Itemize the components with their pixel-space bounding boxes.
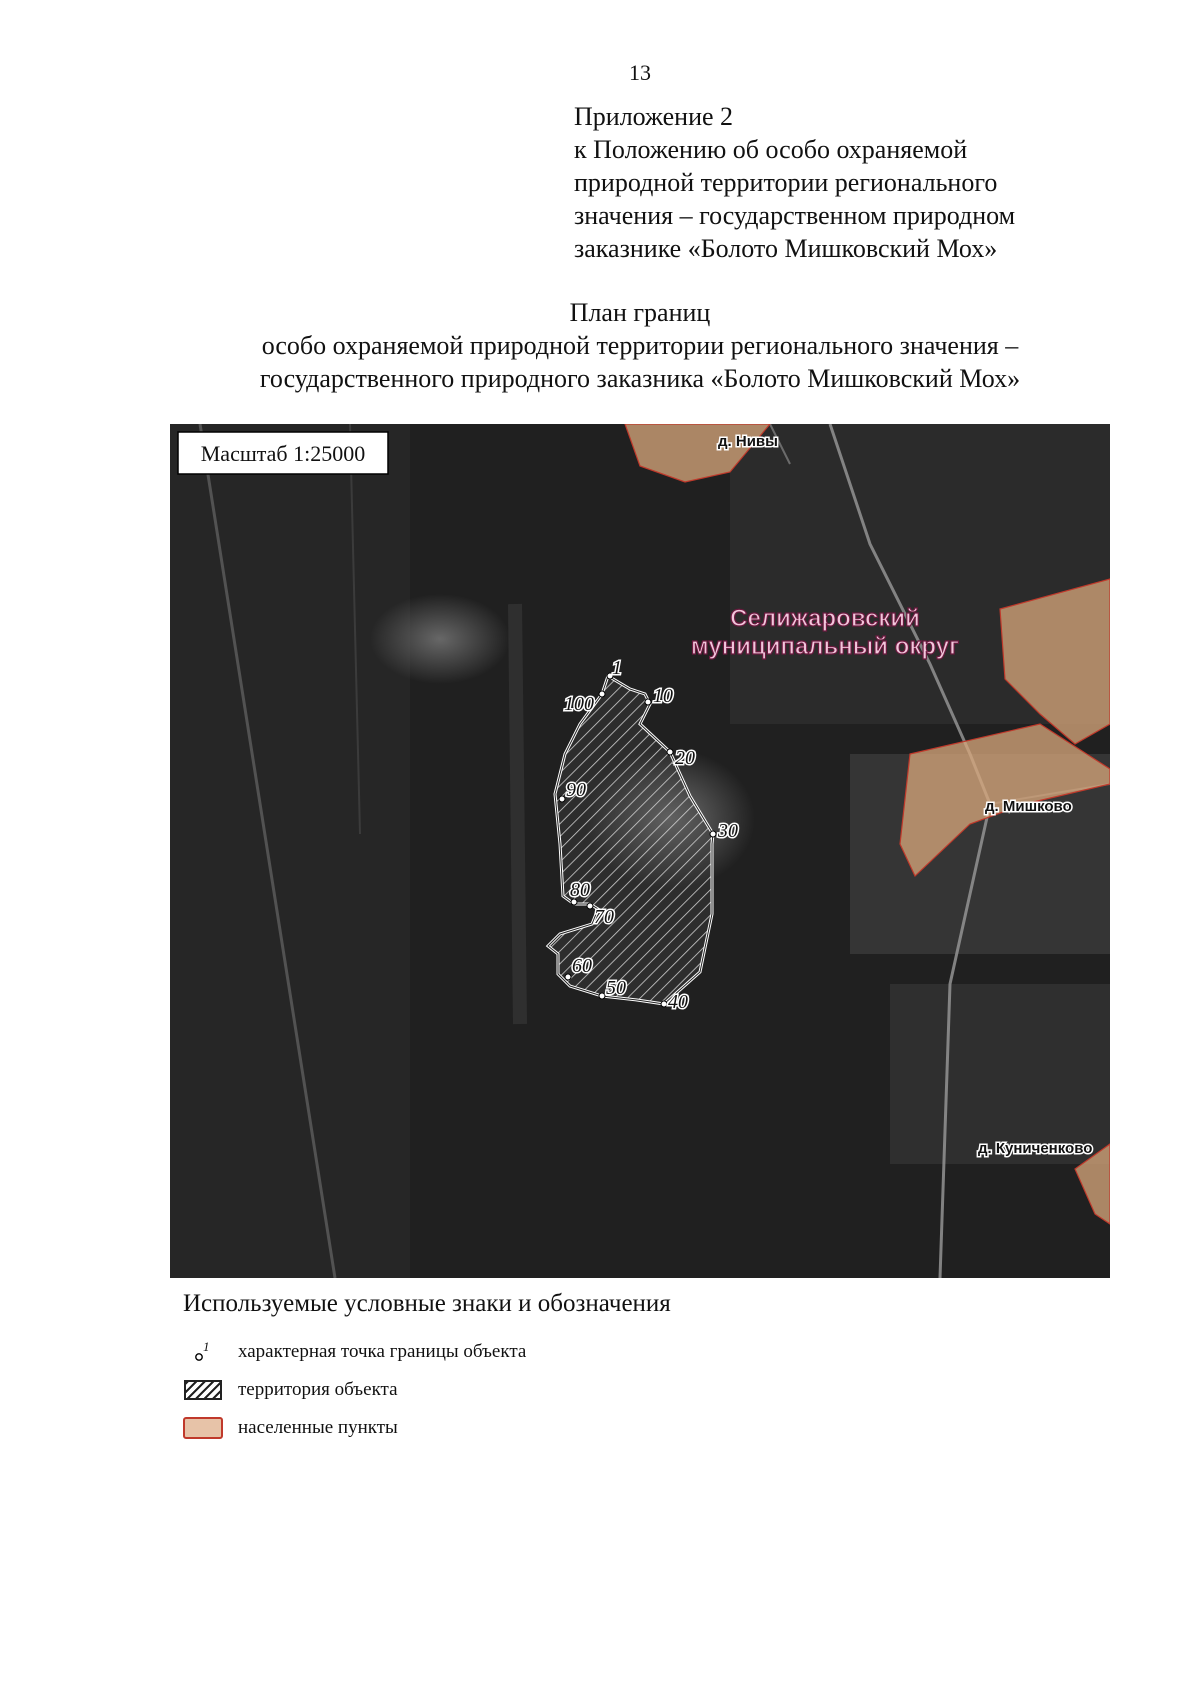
legend-point-number: 1	[203, 1340, 210, 1354]
settlement-area-icon	[182, 1416, 224, 1440]
settlement-label-kunichenkovo: д. Куниченково	[978, 1140, 1093, 1157]
boundary-point-70	[587, 903, 593, 909]
boundary-point-10	[645, 699, 651, 705]
boundary-point-40	[661, 1001, 667, 1007]
point-label: 70	[594, 906, 614, 928]
legend-label: территория объекта	[238, 1379, 398, 1400]
appendix-line: к Положению об особо охраняемой	[574, 135, 968, 164]
point-label: 30	[718, 820, 738, 842]
point-label: 10	[653, 685, 673, 707]
scale-box	[178, 432, 388, 474]
boundary-point-60	[565, 974, 571, 980]
appendix-line: заказнике «Болото Мишковский Мох»	[574, 234, 998, 263]
legend-title: Используемые условные знаки и обозначения	[183, 1290, 671, 1317]
legend-label: характерная точка границы объекта	[238, 1341, 527, 1362]
legend-item	[182, 1414, 398, 1442]
scale-label: Масштаб 1:25000	[200, 441, 366, 466]
boundary-point-30	[710, 831, 716, 837]
boundary-point-90	[559, 796, 565, 802]
boundary-point-50	[599, 993, 605, 999]
appendix-header	[574, 100, 1015, 265]
point-label: 80	[570, 879, 590, 901]
satellite-map	[170, 424, 1110, 1278]
district-label: Селижаровский	[730, 605, 920, 632]
point-label: 1	[612, 657, 622, 679]
settlement-label-nivy: д. Нивы	[718, 433, 778, 450]
boundary-point-100	[599, 691, 605, 697]
point-label: 20	[675, 747, 695, 769]
point-label: 40	[668, 991, 688, 1013]
legend-item	[182, 1338, 526, 1366]
plan-title-line: государственного природного заказника «Болото Мишковский Мох»	[259, 364, 1021, 393]
plan-title	[0, 296, 1200, 395]
plan-title-line: План границ	[569, 298, 711, 327]
appendix-line: природной территории регионального	[574, 168, 998, 197]
appendix-line: значения – государственном природном	[574, 201, 1016, 230]
point-label: 60	[572, 955, 592, 977]
hatched-area-icon	[182, 1378, 224, 1402]
district-label: муниципальный округ	[690, 633, 960, 660]
point-label: 50	[606, 977, 626, 999]
appendix-line: Приложение 2	[574, 102, 734, 131]
legend-item	[182, 1376, 398, 1404]
boundary-point-20	[667, 749, 673, 755]
point-label: 100	[564, 693, 594, 715]
legend-label: населенные пункты	[238, 1417, 398, 1438]
settlement-label-mishkovo: д. Мишково	[985, 798, 1072, 815]
plan-title-line: особо охраняемой природной территории регионального значения –	[261, 331, 1019, 360]
point-label: 90	[566, 779, 586, 801]
boundary-point-icon	[182, 1340, 224, 1364]
page-number: 13	[629, 60, 651, 85]
